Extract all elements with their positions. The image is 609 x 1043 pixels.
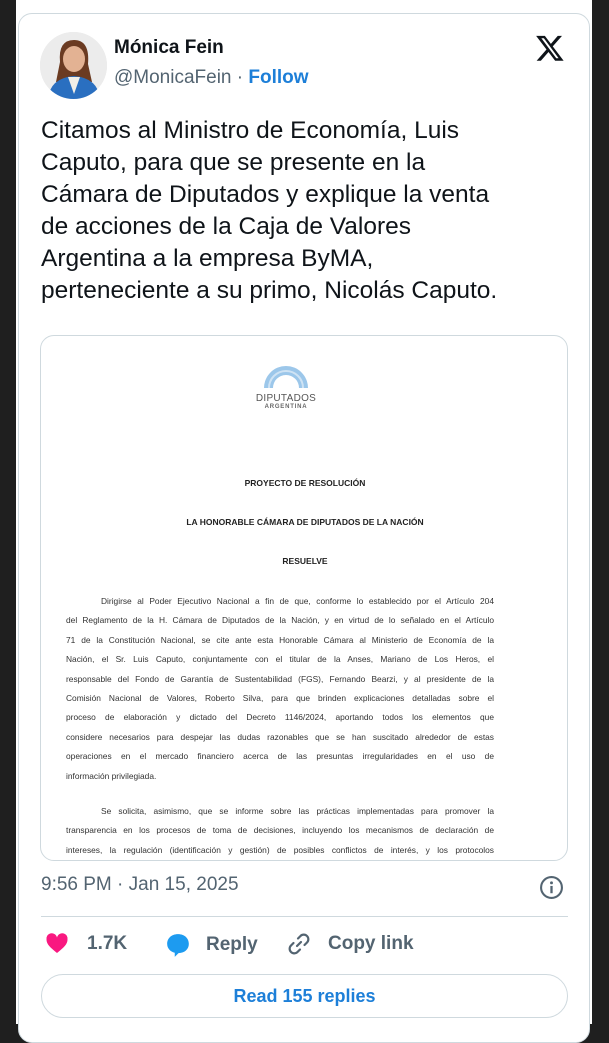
tweet-text-line: Citamos al Ministro de Economía, Luis: [41, 117, 460, 144]
doc-line: Nación, el Sr. Luis Caputo, conjuntamente con el titular de la Anses, Mariano de Los Heros, el: [66, 654, 494, 665]
doc-paragraph: [66, 592, 494, 786]
author-handle-line: [114, 67, 309, 89]
doc-line: del Reglamento de la H. Cámara de Diputados de la Nación, y en virtud de lo señalado en el Artículo: [66, 615, 494, 626]
info-icon[interactable]: [539, 875, 564, 900]
link-icon: [287, 932, 311, 956]
timestamp[interactable]: 9:56 PM · Jan 15, 2025: [41, 874, 239, 895]
doc-line: Dirigirse al Poder Ejecutivo Nacional a fin de que, conforme lo establecido por el Artículo 204: [101, 596, 494, 606]
doc-line: Comisión Nacional de Valores, Roberto Silva, para que brinden explicaciones detalladas sobre el: [66, 693, 494, 704]
copy-link-button[interactable]: [287, 932, 414, 956]
doc-heading: PROYECTO DE RESOLUCIÓN: [244, 478, 366, 488]
arch-icon: [263, 364, 309, 388]
diputados-logo: [251, 364, 321, 410]
like-count: 1.7K: [87, 933, 128, 954]
logo-text: DIPUTADOS: [255, 393, 317, 404]
tweet-text-line: Caputo, para que se presente en la: [41, 149, 426, 176]
x-logo-icon[interactable]: [534, 33, 566, 63]
avatar[interactable]: [40, 32, 107, 99]
author-handle[interactable]: @MonicaFein: [114, 67, 232, 88]
tweet-text-line: Cámara de Diputados y explique la venta: [41, 181, 490, 208]
doc-line: operaciones en el mercado financiero acerca de las presuntas irregularidades en el uso de: [66, 751, 494, 762]
reply-button[interactable]: [165, 932, 258, 958]
author-name[interactable]: Mónica Fein: [114, 37, 224, 58]
reply-bubble-icon: [165, 932, 191, 958]
doc-line: responsable del Fondo de Garantía de Sustentabilidad (FGS), Fernando Bearzi, y al presidente de la: [66, 673, 494, 684]
separator: ·: [236, 67, 244, 88]
doc-heading: LA HONORABLE CÁMARA DE DIPUTADOS DE LA NACIÓN: [186, 517, 424, 527]
read-replies-button[interactable]: Read 155 replies: [41, 974, 568, 1018]
like-button[interactable]: [45, 932, 127, 956]
doc-line: 71 de la Constitución Nacional, se cite ante esta Honorable Cámara al Ministerio de Economía de la: [66, 634, 494, 645]
divider: [41, 916, 568, 917]
doc-line: transparencia en los procesos de toma de decisiones, incluyendo los mecanismos de declaración de: [66, 825, 494, 836]
tweet-text-line: Argentina a la empresa ByMA,: [41, 245, 374, 272]
attached-document-image[interactable]: [40, 335, 568, 861]
tweet-text: [41, 115, 571, 307]
follow-button[interactable]: Follow: [248, 67, 309, 88]
doc-line: Se solicita, asimismo, que se informe sobre las prácticas implementadas para promover la: [101, 806, 494, 816]
tweet-text-line: de acciones de la Caja de Valores: [41, 213, 412, 240]
tweet-text-line: perteneciente a su primo, Nicolás Caputo.: [41, 277, 498, 304]
doc-line: información privilegiada.: [66, 770, 157, 781]
reply-label: Reply: [206, 934, 258, 955]
doc-heading: RESUELVE: [282, 556, 328, 566]
doc-line: intereses, la regulación (identificación y gestión) de posibles conflictos de interés, y los protocolos: [66, 844, 494, 855]
copy-link-label: Copy link: [328, 933, 414, 954]
heart-icon: [45, 932, 69, 956]
doc-line: proceso de elaboración y dictado del Decreto 1146/2024, aportando todos los elementos que: [66, 712, 494, 723]
logo-subtext: ARGENTINA: [264, 404, 308, 410]
doc-line: considere necesarios para despejar las dudas razonables que se han suscitado alrededor de estas: [66, 731, 494, 742]
doc-paragraph: [66, 802, 494, 860]
